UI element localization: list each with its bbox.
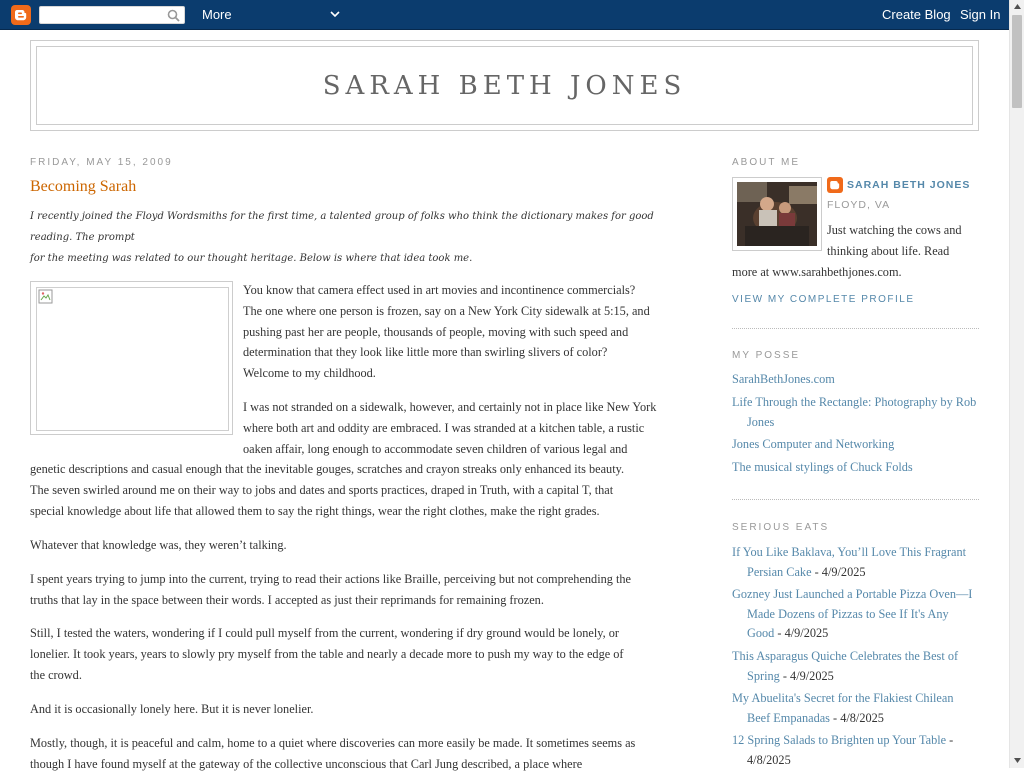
scrollbar-thumb[interactable]: [1012, 15, 1022, 108]
post-paragraph: [30, 535, 700, 556]
paragraph-line: Mostly, though, it is peaceful and calm, home to a quiet where discoveries can more easily be made. It sometimes seems as: [30, 736, 636, 750]
posse-link[interactable]: SarahBethJones.com: [732, 372, 835, 386]
my-posse-heading: MY POSSE: [732, 350, 801, 361]
profile-location: FLOYD, VA: [827, 199, 891, 211]
broken-image-icon: [38, 289, 54, 305]
paragraph-line: Still, I tested the waters, wondering if I could pull myself from the current, wondering if dry ground would be lonely, or: [30, 626, 619, 640]
scroll-down-arrow-icon[interactable]: [1013, 756, 1022, 765]
profile-photo-illustration: [737, 182, 817, 246]
feed-item: [732, 543, 979, 582]
post-paragraph: [30, 569, 700, 611]
vertical-scrollbar[interactable]: [1009, 0, 1024, 768]
feed-item: [732, 585, 979, 644]
feed-item-date: - 4/9/2025: [779, 668, 834, 683]
feed-item-link[interactable]: My Abuelita's Secret for the Flakiest Chilean Beef Empanadas: [732, 691, 954, 725]
feed-item: [732, 647, 979, 686]
feed-item: [732, 689, 979, 728]
feed-item: [732, 731, 979, 770]
paragraph-line: I spent years trying to jump into the current, trying to read their actions like Braille, perceiving but not comprehending the: [30, 572, 632, 586]
paragraph-line: I was not stranded on a sidewalk, however, and certainly not in place like New York: [243, 400, 657, 414]
profile-about-line: Just watching the cows and: [827, 223, 962, 237]
blog-header-inner: [36, 46, 973, 125]
scroll-up-arrow-icon[interactable]: [1013, 2, 1022, 11]
paragraph-line: Welcome to my childhood.: [243, 366, 376, 381]
posse-link[interactable]: Jones Computer and Networking: [732, 437, 895, 451]
blog-title[interactable]: SARAH BETH JONES: [322, 71, 687, 101]
feed-item-date: - 4/9/2025: [774, 626, 829, 640]
post-paragraph: [30, 623, 700, 685]
more-menu-link[interactable]: More: [202, 7, 232, 22]
posse-link[interactable]: The musical stylings of Chuck Folds: [732, 460, 913, 474]
feed-item-link[interactable]: 12 Spring Salads to Brighten up Your Table: [732, 733, 947, 747]
feed-item-date: - 4/8/2025: [829, 710, 884, 725]
post-date-header: FRIDAY, MAY 15, 2009: [30, 157, 173, 168]
profile-about-text: [827, 220, 982, 262]
feed-item-date: - 4/9/2025: [811, 564, 866, 579]
sign-in-link[interactable]: Sign In: [960, 7, 1001, 22]
profile-photo[interactable]: [737, 182, 817, 246]
paragraph-line: pushing past her are people, thousands of people, moving with such speed and: [243, 324, 629, 339]
paragraph-line: Whatever that knowledge was, they weren’t talking.: [30, 538, 287, 552]
paragraph-line: though I have found myself at the gateway of the collective unconscious that Carl Jung described, a place where: [30, 756, 583, 771]
view-complete-profile-link[interactable]: VIEW MY COMPLETE PROFILE: [732, 294, 915, 305]
profile-about-line: more at www.sarahbethjones.com.: [732, 265, 902, 279]
about-me-heading: ABOUT ME: [732, 157, 801, 168]
post-image-frame: [30, 281, 233, 435]
post-paragraph: [30, 699, 700, 720]
paragraph-line: And it is occasionally lonely here. But it is never lonelier.: [30, 702, 314, 716]
post-intro-line: I recently joined the Floyd Wordsmiths for the first time, a talented group of folks who think the dictionary makes for good reading. The prompt: [30, 211, 654, 243]
create-blog-link[interactable]: Create Blog: [882, 7, 951, 22]
post-intro: [30, 206, 694, 269]
post-paragraph: [30, 733, 700, 775]
paragraph-line: The seven swirled around me on their way to jobs and dates and sports practices, draped in Truth, with a capital T, that: [30, 483, 614, 498]
paragraph-line: truths that lay in the space between their words. I accepted as just their reprimands for remaining frozen.: [30, 592, 544, 607]
paragraph-line: genetic descriptions and casual enough that the inevitable gouges, scratches and crayon streaks only enhanced its beauty.: [30, 462, 625, 477]
post-image[interactable]: [36, 287, 229, 431]
search-icon[interactable]: [167, 9, 180, 22]
blogger-profile-icon: [827, 177, 843, 193]
post-paragraph-continued: [30, 459, 700, 521]
search-input[interactable]: [39, 6, 185, 24]
paragraph-line: You know that camera effect used in art movies and incontinence commercials?: [243, 283, 636, 297]
paragraph-line: The one where one person is frozen, say on a New York City sidewalk at 5:15, and: [243, 303, 650, 318]
chevron-down-icon[interactable]: [329, 9, 341, 19]
sidebar-divider: [732, 499, 979, 500]
paragraph-line: oaken affair, long enough to accommodate seven children of various legal and: [243, 441, 628, 456]
post-paragraph: [243, 280, 695, 384]
paragraph-line: determination that they look like little more than swirling slivers of color?: [243, 345, 608, 360]
blogger-logo-icon[interactable]: [11, 5, 31, 25]
feed-item-link[interactable]: This Asparagus Quiche Celebrates the Best of Spring: [732, 649, 959, 683]
feed-item-link[interactable]: Gozney Just Launched a Portable Pizza Oven—I Made Dozens of Pizzas to See If It's Any Good: [732, 587, 973, 640]
paragraph-line: special knowledge about life that allowed them to say the right things, wear the right clothes, make the right grades.: [30, 503, 600, 518]
profile-about-line: thinking about life. Read: [827, 244, 950, 258]
paragraph-line: where both art and oddity are embraced. I was stranded at a kitchen table, a rustic: [243, 420, 645, 435]
sidebar-divider: [732, 328, 979, 329]
post-intro-line: for the meeting was related to our thought heritage. Below is where that idea took me.: [30, 253, 473, 264]
profile-photo-frame: [732, 177, 822, 251]
profile-name-link[interactable]: SARAH BETH JONES: [847, 179, 971, 191]
post-title[interactable]: Becoming Sarah: [30, 178, 137, 195]
blogger-navbar: [0, 0, 1009, 30]
posse-link[interactable]: Life Through the Rectangle: Photography by Rob Jones: [732, 395, 977, 429]
feed-item-date: - 4/8/2025: [747, 733, 954, 767]
blog-header: [30, 40, 979, 131]
paragraph-line: lonelier. It took years, years to slowly pry myself from the table and nearly a decade more to push my way to the edge of: [30, 646, 624, 661]
post-paragraph: [243, 397, 695, 459]
paragraph-line: the crowd.: [30, 667, 82, 682]
feed-item-link[interactable]: If You Like Baklava, You’ll Love This Fragrant Persian Cake: [732, 545, 967, 579]
serious-eats-heading: SERIOUS EATS: [732, 522, 830, 533]
